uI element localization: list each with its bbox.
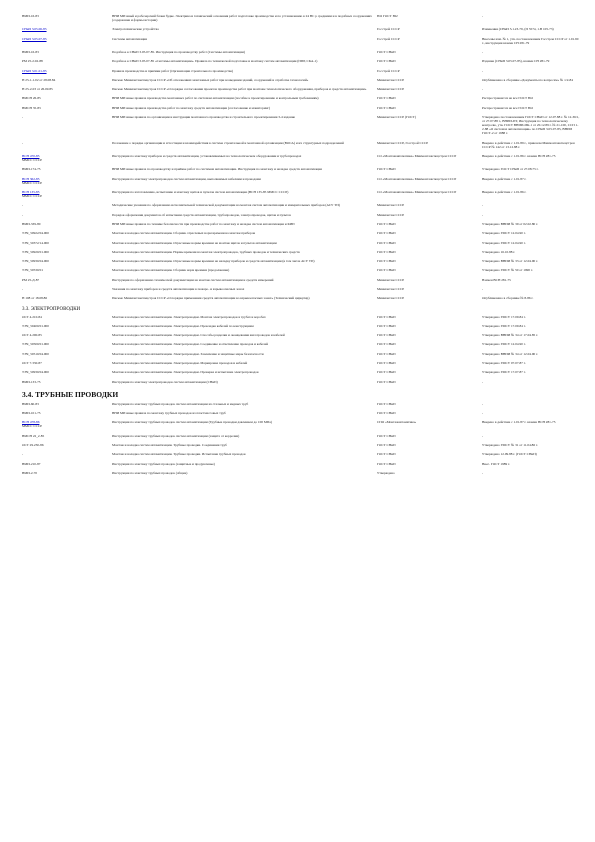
table-row [22,27,582,36]
doc-status: Утверждено ГМСУ 17.07.87 г. [482,370,526,375]
doc-status: Введено в действие с 1.01.86 г. [482,190,527,195]
doc-org: ГОСТ СНиП [377,342,396,347]
doc-org: ГОСТ СНиП [377,333,396,338]
table-row [22,154,582,167]
table-row [22,452,582,461]
doc-code: ТЭЧ_50510/04.000 [22,351,49,356]
doc-org: ГОСТ СНиП [377,351,396,356]
doc-status: Изменения (СНиП 3.1.23-79, (П 5574, 1.В 105-73) [482,27,554,32]
doc-code-cell [22,14,112,27]
doc-status: Утверждено постановлением ГОСТ СНиП от 12.07.88 г. № 12-36/1, от 27.07.88 г., ВНИИ-ПТ, Инструкция по технологическому контролю, утв. ГОСТ ВНИИ-ИК-1 от 20.12.89 г. № 21-100, ССП 1-2-88 «О системах автоматизации» по СНиП 3.05.07-85, ВНИИ ГОСТ-2 от 1988 г. [482,115,580,136]
doc-code-link[interactable]: СНиП 3.01.01-85 [22,68,47,73]
section-title [22,306,582,315]
doc-code-sub: ММСС СССР [22,194,43,199]
doc-org: ГОСТ СНиП [377,314,396,319]
doc-code-cell [22,402,112,411]
doc-title: Инструкция по монтажу трубных проводок систем автоматизации (Трубные проводки давлением до 100 МПа) [112,420,272,425]
doc-org: ГОСТ СНиП [377,379,396,384]
doc-org: ГОСТ СНиП [377,443,396,447]
doc-code: ВМСН 35-83 [22,105,41,110]
doc-code-cell [22,59,112,68]
doc-code-link[interactable]: ВСН 470-85 [22,154,40,159]
doc-status: Утверждено ГОСТ СНиП от 27.08.75 г. [482,167,539,172]
table-row [22,37,582,50]
table-row [22,106,582,115]
doc-code-cell [22,434,112,443]
table-row [22,287,582,296]
table-row [22,96,582,105]
doc-status: Утверждено ГМСУ 17.09.84 г. [482,314,526,319]
doc-code-link[interactable]: СНиП 3.05.07-85 [22,36,47,41]
doc-code: - [22,203,24,208]
doc-title: ВНИ МИ иные правила по организации и инструкции монтажного производства и строительного проектирования 3-4 издание [112,115,296,119]
doc-title: ВНИ МИ иные правила по монтажу трубных проводок из пластмассовых труб [112,411,226,416]
doc-status: - [482,401,484,406]
doc-title: Монтаж и наладка систем автоматизации. Электропроводки. Прокладка кабелей по конструкциям [112,323,254,328]
doc-code-link[interactable]: СНиП 3.05.06-85 [22,27,47,32]
doc-org: Минмонтаж СССР [377,296,405,301]
table-row [22,167,582,176]
table-row [22,14,582,27]
doc-org: Минмонтаж СССР [377,286,405,291]
table-row [22,352,582,361]
doc-title: Монтаж и наладка систем автоматизации. Нормы времени на монтаж электропроводок, трубных проводок и технических средств [112,249,300,254]
doc-org: Утверждено [377,470,395,475]
doc-code-cell [22,370,112,379]
doc-org: ГОСТ СНиП [377,259,396,264]
doc-title: ВНИ МИ иные правила по технике безопасности при производстве работ по монтажу и наладке систем автоматизации и КИП [112,222,295,226]
table-row [22,78,582,87]
doc-code: ВМИ-133-75 [22,379,41,384]
doc-code-sub: ММСС СССР [22,180,43,185]
doc-code-cell [22,361,112,370]
doc-status: Внес. ГОСТ 1989 г. [482,461,510,466]
doc-code: ТЭЧ_50922/04.000 [22,231,49,236]
doc-status: Введено в действие с 1.01.89 г., приказом Минмонтажспецстроя СССР № 142 от 13.12.88 г. [482,140,575,149]
doc-status: - [482,14,484,18]
doc-code-cell [22,115,112,141]
doc-org: ГОСТ СНиП [377,401,396,406]
doc-code-link[interactable]: ВСН 362-85 [22,176,40,181]
doc-code: ВМИ-101-75 [22,411,41,416]
table-row [22,434,582,443]
doc-status: Утверждено ВНИИ № 39 от 02.02.80 г. [482,222,538,226]
table-row [22,315,582,324]
table-row [22,370,582,379]
doc-title: Инструкция по изготовлению, испытанию и монтажу щитов и пультов систем автоматизации (ВСН 135-85 ММСС СССР) [112,190,289,195]
doc-code: ТЭЧ_50930/04.000 [22,259,49,264]
doc-status: - [482,379,484,384]
doc-code-cell [22,177,112,190]
doc-org: ГОСТ СНиП [377,433,396,438]
doc-code-cell [22,352,112,361]
doc-code-cell [22,324,112,333]
doc-title: Монтаж и наладка систем автоматизации. Трубные проводки. Испытание трубных проводок [112,452,246,457]
doc-status: Утверждено ГМСУ 12.04.90 г. [482,240,526,245]
table-row [22,268,582,277]
doc-title: Порядок оформления документов об испытании средств автоматизации, трубопроводов, электропроводок, щитов и пультов [112,212,291,217]
doc-org: ГОСТ СНиП [377,370,396,375]
doc-title: Монтаж и наладка систем автоматизации. Электропроводки. Проверка и испытание электропроводок [112,370,259,375]
doc-status: Утверждено 16.10.88 г. [482,249,516,254]
doc-code: - [22,140,24,145]
doc-org: ГОСТ СНиП [377,222,396,226]
table-row [22,50,582,59]
doc-code-cell [22,333,112,342]
doc-code-cell [22,78,112,87]
doc-code-cell [22,231,112,240]
doc-org: Минмонтаж СССР [377,212,405,217]
doc-status: Внесены изм. № 1, утв. постановлением Госстроя СССР от 1.01.90 г., инструкция взамен СН 281-79 [482,36,579,45]
doc-code-cell [22,278,112,287]
doc-status: Издание (СНиП 3.05.07-85), взамен СН 281-79 [482,59,550,64]
table-row [22,141,582,154]
doc-org: Минмонтаж СССР [377,87,405,92]
doc-status: Введено в действие с 1.01.86 г. взамен ВСН 281-75 [482,154,556,159]
doc-org: ГОСТ СНиП [377,105,396,110]
doc-code-cell [22,315,112,324]
table-row [22,87,582,96]
doc-org: ГОСТ СНиП [377,360,396,365]
table-row [22,259,582,268]
doc-title: Инструкция по монтажу трубных проводок (общие) [112,470,188,475]
table-row [22,190,582,203]
doc-status: Введено в действие с 1.01.87 г. взамен ВСН 281-75 [482,420,556,425]
table-row [22,231,582,240]
table-row [22,250,582,259]
doc-code: РМ 25-Д-87 [22,277,40,282]
doc-title: Письмо Минмонтажспецстроя СССР «О порядке согласования проектов производства работ при монтаже технологического оборудования, приборов и средств автоматизации» [112,87,367,92]
doc-code-cell [22,462,112,471]
doc-status: Утверждено ГМСУ № 50 от 1990 г. [482,268,533,273]
doc-code: ВМИ-174-75 [22,167,41,172]
doc-code-cell [22,154,112,167]
doc-title: Инструкция по монтажу приборов и средств автоматизации, устанавливаемых на технологическом оборудовании и трубопроводах [112,154,302,159]
doc-status: - [482,286,484,291]
doc-title: ВНИ МИ иные правила по производству и приёмке работ по системам автоматизации. Инструкция по монтажу и наладке средств автоматизации [112,167,322,172]
doc-title: Инструкция по монтажу электропроводок систем автоматизации (СНиП) [112,379,218,384]
doc-title: Подобное к СНиП 3.05.07-85. Инструкция по производству работ (Системы автоматизации) [112,50,245,55]
doc-status: Утверждено ВНИИ № 33 от 12.04.90 г. [482,259,538,264]
doc-org: ГОСТ СНиП [377,59,396,64]
section-heading-text: 3.4. ТРУБНЫЕ ПРОВОДКИ [22,389,119,399]
doc-title: Монтаж и наладка систем автоматизации. Электропроводки. Маркировка проводов и кабелей [112,360,248,365]
table-row [22,443,582,452]
doc-code-cell [22,443,112,452]
doc-code-cell [22,203,112,212]
doc-code-cell [22,69,112,78]
doc-status: - [482,68,484,73]
doc-title: Электротехнические устройства [112,27,159,32]
doc-code: ТЭЧ_50920/01.000 [22,249,49,254]
doc-code-cell [22,37,112,50]
doc-org: Ю2 ГОСТ Ю2 [377,14,398,18]
doc-code: ВМИ-16-83 [22,14,39,18]
doc-code: ВМСН 22_2-85 [22,433,45,438]
doc-code: ВМИ-339-80 [22,222,41,226]
doc-org: Госстрой СССР [377,68,400,73]
table-row [22,324,582,333]
doc-status: Утверждено ГМСУ 12.04.90 г. [482,342,526,347]
doc-code: ТЭЧ_50372/14.000 [22,240,49,245]
doc-code-cell [22,141,112,154]
doc-status: Утверждено ГМСУ 12.04.90 г. [482,231,526,236]
doc-title: Монтаж и наладка систем автоматизации. Трубные проводки. Соединения труб [112,443,227,447]
doc-code-cell [22,222,112,231]
doc-status: Утверждено ГМСУ 17.09.84 г. [482,323,526,328]
doc-code: ВМИ-16-83 [22,50,39,55]
doc-org: ГОСТ СНиП [377,452,396,457]
table-row [22,222,582,231]
doc-title: Письмо Минмонтажспецстроя СССР «О порядке применения средств автоматизации во взрывоопасных зонах» (Технический циркуляр) [112,296,310,301]
doc-code-cell [22,380,112,389]
doc-org: ГОСТ СНиП [377,411,396,416]
doc-org: Минмонтаж СССР [377,203,405,208]
doc-code-cell [22,167,112,176]
doc-title: Положение о порядке организации и аттестации и взаимодействия в системе строительной и монтажной организации (ВОСА) и их структурных подразделений [112,140,344,145]
doc-title: Методические указания по оформлению исполнительной технической документации на монтаж систем автоматизации и измерительных приборов (АСУ ТП) [112,203,340,208]
doc-code: ТЭЧ_50400/01.000 [22,323,49,328]
doc-title: Системы автоматизации [112,36,148,41]
doc-title: Подобное к СНиП 3.05.07-85 «Системы автоматизации». Правила по технической подготовке и монтажу систем автоматизации (ППР, СКА-1) [112,59,318,64]
doc-code-cell [22,241,112,250]
doc-code: ТЭЧ_50930/04.000 [22,370,49,375]
doc-org: Минмонтаж СССР (ГОСТ) [377,115,416,119]
doc-code-cell [22,87,112,96]
doc-org: СО «Монтажавтоматика» Минмонтажспецстроя СССР [377,176,457,181]
doc-code-cell [22,27,112,36]
doc-title: Монтаж и наладка систем автоматизации. Электропроводки. Заземление и защитные меры безопасности [112,351,264,356]
doc-title: Инструкция по оформлению технической документации на монтаж систем автоматизации и средств измерений [112,277,274,282]
table-row [22,278,582,287]
doc-status: - [482,50,484,55]
doc-code-cell [22,50,112,59]
doc-code-sub: ММСС СССР [22,158,43,163]
doc-org: ГОСТ СНиП [377,240,396,245]
doc-status: Утверждено ВНИИ № 34 от 12.04.90 г. [482,351,538,356]
table-row [22,177,582,190]
doc-code: - [22,115,24,119]
doc-title: Инструкция по монтажу трубных проводок систем автоматизации (защита от коррозии) [112,433,240,438]
doc-status: Утверждено ВНИИ № 34 от 17.04.85 г. [482,333,538,338]
table-row [22,380,582,389]
table-row [22,361,582,370]
doc-code: ОСТ 29.230-86 [22,443,44,447]
doc-title: Инструкция по монтажу электропроводок систем автоматизации, выполняемых кабелями и проводами [112,176,261,181]
table-row [22,462,582,471]
doc-code-link[interactable]: ВСН 478-86 [22,420,40,425]
doc-status: Распространяется на все ГОСТ Ю2 [482,96,534,101]
doc-org: Госстрой СССР [377,36,400,41]
doc-title: Письмо Минмонтажспецстроя СССР «Об отклонениях монтажных работ при возведении зданий, сооружений и отработке технологий» [112,77,309,82]
doc-status: - [482,470,484,475]
doc-code: - [22,286,24,291]
doc-code-cell [22,420,112,433]
doc-code-cell [22,213,112,222]
doc-code-cell [22,287,112,296]
doc-org: ГОСТ СНиП [377,461,396,466]
table-row [22,420,582,433]
doc-title: Монтаж и наладка систем автоматизации. Сборник норм времени (продолжение) [112,268,230,273]
standards-table-body [22,14,582,480]
doc-org: ГОСТ СНиП [377,167,396,172]
doc-code-cell [22,259,112,268]
doc-code: РМ 25-2.02-88 [22,59,43,64]
doc-code-sub: ММСС СССР [22,424,43,429]
doc-org: Минмонтаж СССР [377,277,405,282]
table-row [22,69,582,78]
doc-org: ГОСТ СНиП [377,268,396,273]
table-row [22,342,582,351]
doc-title: Монтаж и наладка систем автоматизации. Электропроводки. Монтаж электропроводок в трубах и коробах [112,314,266,319]
doc-status: Опубликовано в сборнике «Документы по вопросам» № 1/2-84 [482,77,573,82]
doc-org: ГОСТ СНиП [377,249,396,254]
table-row [22,471,582,480]
doc-org: Минмонтаж СССР, Госстрой СССР [377,140,429,145]
section-heading [22,389,582,402]
doc-code: Н 25-2-03 от 26.09.85 [22,87,53,92]
doc-code-cell [22,296,112,305]
doc-status: - [482,203,484,208]
doc-code: Н 108 от 18.08.86 [22,296,48,301]
doc-code: ВМСН 26-85 [22,96,41,101]
table-row [22,115,582,141]
doc-org: ГОСТ СНиП [377,231,396,236]
doc-code: Н 25-1-1.02 от 28.08.84 [22,77,56,82]
section-title-text: 3.3. ЭЛЕКТРОПРОВОДКИ [22,306,81,312]
doc-org: Минмонтаж СССР [377,77,405,82]
table-row [22,333,582,342]
doc-code-cell [22,106,112,115]
table-row [22,241,582,250]
doc-code: ВМИ-210-87 [22,461,41,466]
doc-status: Распространяется на все ГОСТ Ю2 [482,105,534,110]
table-row [22,213,582,222]
doc-code-cell [22,342,112,351]
doc-code: - [22,452,24,457]
doc-code: ОСТ 4.210-84 [22,314,42,319]
doc-code: ВМИ-60-83 [22,401,39,406]
doc-org: ГОСТ СНиП [377,323,396,328]
doc-status: Утверждено ГМСУ № 31 от 11.04.86 г. [482,443,538,447]
doc-status: - [482,87,484,92]
doc-title: Указания по монтажу приборов и средств автоматизации в пожаро- и взрывоопасных зонах [112,286,245,291]
doc-title: ВНИ МИ иный и рабочерский блаки будке. Электрика и технический основания работ подготовке производства и по устанавлению в 24 ВС р средними и в подобных сооружениях (содержание и формы истории) [112,14,372,23]
table-row [22,59,582,68]
doc-code-link[interactable]: ВСН 135-85 [22,190,40,195]
doc-code-cell [22,268,112,277]
doc-code: ОСТ 4.290-85 [22,333,42,338]
doc-code-cell [22,471,112,480]
doc-title: Монтаж и наладка систем автоматизации. Сборник отраслевых норм времени на монтаж приборов [112,231,256,236]
doc-title: Монтаж и наладка систем автоматизации. Электропроводки. Соединение и ответвление проводов и кабелей [112,342,269,347]
doc-code: ТЭЧ_50530/01 [22,268,44,273]
doc-org: Госстрой СССР [377,27,400,32]
doc-status: - [482,411,484,416]
standards-table [22,14,582,480]
doc-org: СПО «Монтажавтоматика» [377,420,417,425]
doc-status: Введено в действие с 1.01.87 г. [482,176,527,181]
doc-status: Взамен ВСН 281-75 [482,277,511,282]
table-row [22,203,582,212]
doc-title: Монтаж и наладка систем автоматизации. Электропроводки. Способы разделки и оконцевания жил проводов и кабелей [112,333,285,338]
doc-title: Монтаж и наладка систем автоматизации. Отраслевые нормы времени на монтаж щитов и пультов автоматизации [112,240,277,245]
doc-code: ВМИ-2-70 [22,470,38,475]
doc-title: Монтаж и наладка систем автоматизации. Отраслевые нормы времени на наладку приборов и средств автоматизации (в том числе АСУ ТП) [112,259,315,264]
doc-title: Инструкция по монтажу трубных проводок систем автоматизации из стальных и медных труб [112,401,249,406]
doc-title: ВНИ МИ иные правила производства работ по монтажу средств автоматизации (согласование и мониторинг) [112,105,271,110]
doc-code-cell [22,250,112,259]
doc-title: ВНИ МИ иные правила производства монтажных работ по системам автоматизации (пособие к проектированию и контрольным требованиям) [112,96,319,101]
doc-code-cell [22,452,112,461]
doc-code-cell [22,96,112,105]
doc-code-cell [22,190,112,203]
doc-status: - [482,433,484,438]
doc-code-cell [22,411,112,420]
doc-org: ГОСТ СНиП [377,96,396,101]
table-row [22,411,582,420]
doc-org: СО «Монтажавтоматика» Минмонтажспецстроя СССР [377,190,457,195]
doc-status: - [482,212,484,217]
doc-title: Инструкция по монтажу трубных проводок (защитные и продувочные) [112,461,215,466]
table-row [22,402,582,411]
doc-org: ГОСТ СНиП [377,50,396,55]
doc-org: СО «Монтажавтоматика» Минмонтажспецстроя СССР [377,154,457,159]
doc-status: Утверждено 12.09.88 г. (ГОСТ СНиП) [482,452,537,457]
doc-code: - [22,212,24,217]
doc-status: Опубликовано в сборнике № 8-86 г. [482,296,534,301]
doc-code: ТЭЧ_50500/01.000 [22,342,49,347]
doc-code: ОСТ 7.330-87 [22,360,42,365]
doc-title: Правила производства и приёмки работ (Организация строительного производства) [112,68,234,73]
doc-status: Утверждено ГМСУ 07.07.87 г. [482,360,526,365]
table-row [22,296,582,305]
